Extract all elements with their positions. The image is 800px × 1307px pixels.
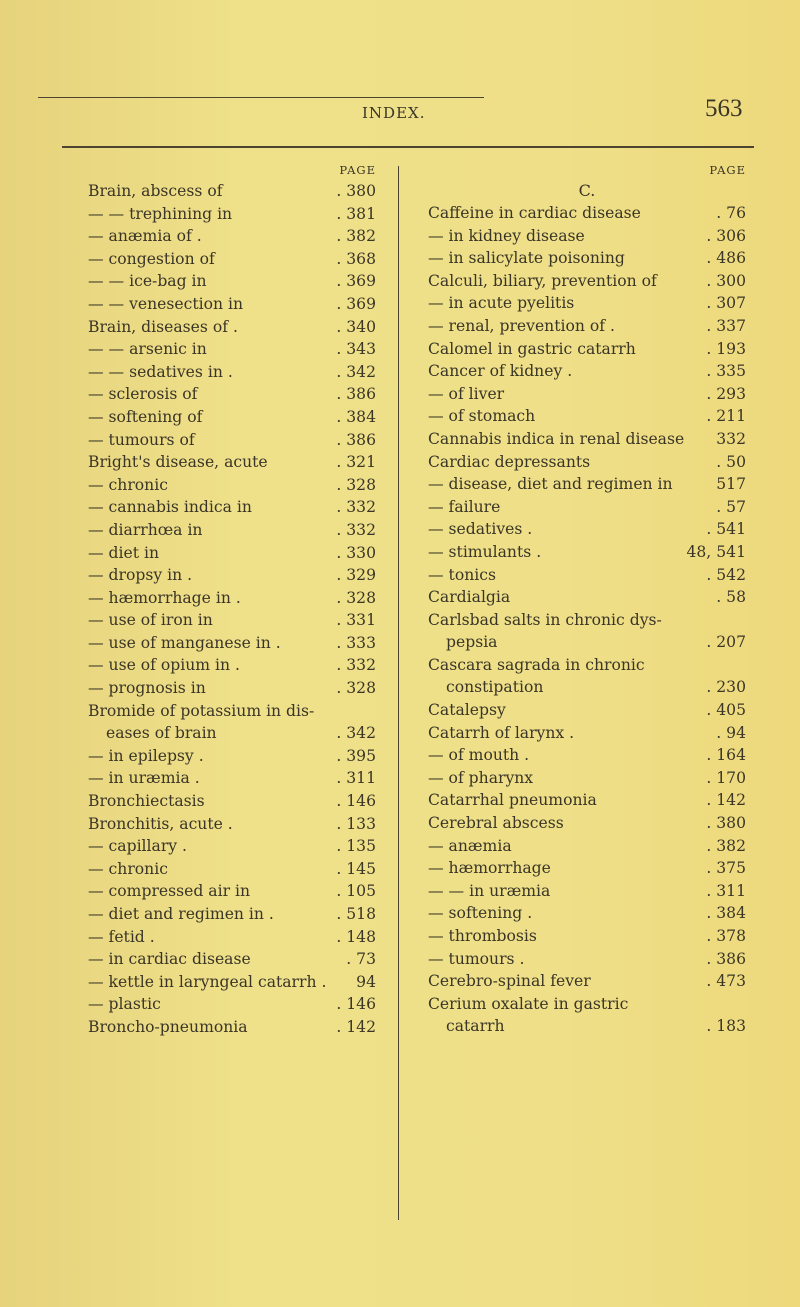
index-entry: [88, 587, 376, 610]
entry-page-number: 94: [356, 972, 376, 991]
index-entry: [428, 902, 746, 925]
entry-term: — — sedatives in .: [88, 362, 233, 381]
index-column-right: [428, 160, 746, 1038]
index-entry: [88, 316, 376, 339]
index-entry: [88, 248, 376, 271]
index-entry: [428, 767, 746, 790]
index-entry: [428, 699, 746, 722]
section-letter: C.: [578, 181, 596, 200]
entry-page-number: . 328: [336, 588, 376, 607]
entry-page-number: . 328: [336, 475, 376, 494]
page-column-header: PAGE: [709, 163, 746, 177]
entry-term: Broncho-pneumonia: [88, 1017, 248, 1036]
index-entry: [88, 474, 376, 497]
entry-page-number: . 135: [336, 837, 376, 856]
entry-page-number: . 518: [336, 905, 376, 923]
index-entry: [88, 790, 376, 813]
entry-term: — — ice-bag in: [88, 272, 207, 291]
index-entry: [428, 473, 746, 496]
index-entry: [88, 406, 376, 429]
index-entry: [428, 1015, 746, 1038]
entry-page-number: 48, 541: [686, 542, 746, 561]
index-entry: [88, 948, 376, 971]
index-entry: [428, 812, 746, 835]
entry-page-number: . 473: [706, 972, 746, 991]
entry-list: [428, 202, 746, 1038]
index-entry: [428, 744, 746, 767]
entry-term: — capillary .: [88, 837, 187, 856]
index-entry: [428, 676, 746, 699]
entry-page-number: . 368: [336, 249, 376, 268]
entry-list: [88, 180, 376, 1039]
page-column-header: PAGE: [339, 163, 376, 177]
entry-page-number: . 207: [706, 633, 746, 652]
entry-page-number: . 335: [706, 362, 746, 381]
entry-term: — plastic: [88, 995, 161, 1014]
index-entry: [428, 496, 746, 519]
entry-term: — congestion of: [88, 249, 215, 268]
entry-term: — in epilepsy .: [88, 746, 204, 765]
index-entry: [88, 677, 376, 700]
entry-page-number: . 330: [336, 543, 376, 562]
entry-page-number: . 230: [706, 678, 746, 697]
index-entry: [428, 518, 746, 541]
entry-term: — use of opium in .: [88, 656, 240, 675]
index-entry: [88, 542, 376, 565]
index-entry: [428, 970, 746, 993]
index-entry: [88, 225, 376, 248]
entry-page-number: . 380: [706, 814, 746, 833]
page-number: 563: [705, 95, 743, 122]
entry-term: — in cardiac disease: [88, 950, 251, 969]
entry-term: — anæmia: [428, 836, 512, 855]
entry-page-number: . 342: [336, 724, 376, 743]
entry-page-number: . 328: [336, 679, 376, 698]
entry-term: — anæmia of .: [88, 227, 202, 246]
entry-page-number: . 50: [716, 452, 746, 471]
entry-term: — compressed air in: [88, 882, 251, 901]
entry-page-number: . 337: [706, 316, 746, 335]
entry-page-number: . 57: [716, 497, 746, 516]
entry-page-number: . 382: [336, 227, 376, 246]
entry-page-number: . 332: [336, 498, 376, 517]
index-entry: [428, 338, 746, 361]
entry-page-number: . 145: [336, 859, 376, 878]
entry-page-number: . 332: [336, 520, 376, 539]
index-entry: [88, 880, 376, 903]
entry-page-number: . 321: [336, 453, 376, 472]
entry-page-number: . 142: [336, 1017, 376, 1036]
index-entry: [88, 654, 376, 677]
entry-term: — of mouth .: [428, 746, 530, 765]
entry-term: — chronic: [88, 859, 168, 878]
index-entry: [428, 225, 746, 248]
entry-term: Cancer of kidney .: [428, 362, 573, 381]
entry-page-number: . 306: [706, 226, 746, 245]
entry-page-number: . 146: [336, 995, 376, 1014]
entry-term: — dropsy in .: [88, 566, 193, 585]
entry-page-number: . 94: [716, 723, 746, 742]
entry-term: pepsia: [446, 633, 498, 652]
entry-term: Bright's disease, acute: [88, 453, 268, 472]
entry-page-number: . 343: [336, 340, 376, 359]
index-entry: [88, 383, 376, 406]
entry-term: — in salicylate poisoning: [428, 249, 625, 268]
entry-page-number: . 73: [346, 950, 376, 969]
entry-term: — — in uræmia: [428, 881, 551, 900]
entry-term: — — venesection in: [88, 294, 244, 313]
index-entry: [88, 813, 376, 836]
entry-term: Cerebral abscess: [428, 814, 564, 833]
index-entry: [88, 564, 376, 587]
entry-page-number: . 332: [336, 656, 376, 675]
entry-term: — chronic: [88, 475, 168, 494]
entry-term: Cascara sagrada in chronic: [428, 655, 645, 674]
entry-term: Cardiac depressants: [428, 452, 591, 471]
entry-page-number: . 386: [336, 430, 376, 449]
entry-term: Catalepsy: [428, 701, 506, 720]
entry-page-number: . 384: [336, 407, 376, 426]
entry-page-number: . 183: [706, 1017, 746, 1036]
index-entry: [428, 722, 746, 745]
index-entry: [88, 745, 376, 768]
entry-page-number: . 340: [336, 317, 376, 336]
entry-term: Cardialgia: [428, 588, 511, 607]
entry-page-number: . 395: [336, 746, 376, 765]
index-entry: [428, 315, 746, 338]
entry-term: — — arsenic in: [88, 340, 207, 359]
entry-term: Calculi, biliary, prevention of: [428, 271, 657, 290]
entry-term: — diet and regimen in .: [88, 905, 274, 923]
entry-term: — sclerosis of: [88, 385, 198, 404]
index-entry: [428, 451, 746, 474]
index-entry: [428, 383, 746, 406]
entry-term: — softening of: [88, 407, 203, 426]
entry-page-number: . 542: [706, 565, 746, 584]
index-entry: [428, 405, 746, 428]
entry-page-number: . 369: [336, 272, 376, 291]
index-entry: [428, 428, 746, 451]
index-entry: [88, 180, 376, 203]
entry-term: — in kidney disease: [428, 226, 585, 245]
entry-page-number: . 382: [706, 836, 746, 855]
entry-term: catarrh: [446, 1017, 505, 1036]
entry-term: — renal, prevention of .: [428, 316, 615, 335]
index-entry: [88, 971, 376, 994]
index-entry: [88, 926, 376, 949]
entry-term: Brain, abscess of: [88, 182, 223, 200]
index-entry: [88, 767, 376, 790]
entry-term: Cerebro-spinal fever: [428, 972, 591, 991]
index-entry: [88, 203, 376, 226]
index-entry: [88, 293, 376, 316]
entry-term: — tonics: [428, 565, 496, 584]
index-entry: [88, 361, 376, 384]
running-title: INDEX.: [362, 104, 426, 122]
index-entry: [428, 880, 746, 903]
top-rule: [38, 97, 484, 98]
index-entry: [428, 789, 746, 812]
entry-page-number: . 381: [336, 204, 376, 223]
entry-term: Cerium oxalate in gastric: [428, 994, 629, 1013]
entry-term: — in uræmia .: [88, 769, 200, 788]
entry-page-number: . 170: [706, 768, 746, 787]
entry-page-number: . 384: [706, 904, 746, 923]
entry-term: Catarrh of larynx .: [428, 723, 575, 742]
index-entry: [88, 429, 376, 452]
entry-page-number: . 331: [336, 611, 376, 630]
entry-term: — of stomach: [428, 407, 536, 426]
entry-term: — diarrhœa in: [88, 520, 203, 539]
index-entry: [428, 948, 746, 971]
entry-page-number: . 193: [706, 339, 746, 358]
entry-term: Calomel in gastric catarrh: [428, 339, 636, 358]
index-entry: [88, 903, 376, 926]
entry-term: — kettle in laryngeal catarrh .: [88, 972, 327, 991]
entry-page-number: . 311: [336, 769, 376, 788]
header-rule: [62, 146, 754, 148]
entry-term: — softening .: [428, 904, 533, 923]
entry-page-number: . 146: [336, 792, 376, 811]
index-entry: [88, 858, 376, 881]
index-entry: [88, 496, 376, 519]
entry-page-number: . 405: [706, 701, 746, 720]
entry-page-number: . 164: [706, 746, 746, 765]
entry-term: — cannabis indica in: [88, 498, 252, 517]
index-entry: [88, 519, 376, 542]
column-divider: [398, 166, 399, 1220]
entry-term: Carlsbad salts in chronic dys-: [428, 610, 662, 629]
index-entry: [428, 270, 746, 293]
index-entry: [88, 609, 376, 632]
entry-page-number: 517: [716, 475, 746, 494]
entry-term: Bronchitis, acute .: [88, 814, 233, 833]
entry-page-number: . 541: [706, 520, 746, 539]
index-entry: [88, 632, 376, 655]
entry-page-number: . 307: [706, 294, 746, 313]
index-entry: [428, 202, 746, 225]
index-entry: [428, 654, 746, 677]
entry-term: — of liver: [428, 384, 505, 403]
entry-page-number: . 375: [706, 859, 746, 878]
entry-page-number: . 369: [336, 294, 376, 313]
entry-term: Cannabis indica in renal disease: [428, 429, 685, 448]
entry-term: — hæmorrhage: [428, 859, 551, 878]
entry-term: constipation: [446, 678, 544, 697]
entry-term: Bronchiectasis: [88, 792, 205, 811]
entry-page-number: . 386: [336, 385, 376, 404]
entry-term: — fetid .: [88, 927, 155, 946]
index-entry: [428, 292, 746, 315]
index-entry: [88, 835, 376, 858]
entry-page-number: . 211: [706, 407, 746, 426]
index-entry: [428, 609, 746, 632]
index-entry: [428, 360, 746, 383]
entry-term: — tumours of: [88, 430, 195, 449]
index-entry: [428, 857, 746, 880]
entry-page-number: . 148: [336, 927, 376, 946]
entry-page-number: 332: [716, 429, 746, 448]
entry-page-number: . 58: [716, 588, 746, 607]
entry-term: — sedatives .: [428, 520, 533, 539]
index-entry: [428, 631, 746, 654]
index-entry: [428, 564, 746, 587]
entry-page-number: . 142: [706, 791, 746, 810]
entry-term: Bromide of potassium in dis-: [88, 701, 315, 720]
entry-term: — diet in: [88, 543, 160, 562]
index-entry: [428, 586, 746, 609]
entry-term: Brain, diseases of .: [88, 317, 238, 336]
entry-page-number: . 486: [706, 249, 746, 268]
index-entry: [428, 541, 746, 564]
entry-term: Caffeine in cardiac disease: [428, 204, 641, 222]
index-entry: [88, 993, 376, 1016]
index-entry: [428, 835, 746, 858]
entry-page-number: . 333: [336, 633, 376, 652]
entry-page-number: . 105: [336, 882, 376, 901]
entry-page-number: . 311: [706, 881, 746, 900]
index-entry: [88, 1016, 376, 1039]
entry-page-number: . 300: [706, 271, 746, 290]
entry-term: — in acute pyelitis: [428, 294, 575, 313]
entry-term: — use of iron in: [88, 611, 213, 630]
index-entry: [88, 700, 376, 723]
index-entry: [428, 993, 746, 1016]
entry-term: — — trephining in: [88, 204, 233, 223]
entry-term: — disease, diet and regimen in: [428, 475, 673, 494]
index-entry: [88, 270, 376, 293]
entry-page-number: . 76: [716, 204, 746, 222]
entry-term: — stimulants .: [428, 542, 542, 561]
entry-term: Catarrhal pneumonia: [428, 791, 597, 810]
entry-term: — thrombosis: [428, 927, 537, 945]
index-entry: [88, 722, 376, 745]
entry-page-number: . 378: [706, 927, 746, 945]
entry-term: — prognosis in: [88, 679, 206, 698]
index-column-left: [88, 160, 376, 1039]
entry-term: — hæmorrhage in .: [88, 588, 241, 607]
entry-page-number: . 329: [336, 566, 376, 585]
index-entry: [88, 451, 376, 474]
entry-term: — tumours .: [428, 949, 525, 968]
entry-page-number: . 386: [706, 949, 746, 968]
entry-term: eases of brain: [106, 724, 217, 743]
index-entry: [428, 925, 746, 948]
entry-term: — of pharynx: [428, 768, 534, 787]
index-entry: [88, 338, 376, 361]
entry-page-number: . 342: [336, 362, 376, 381]
entry-term: — failure: [428, 497, 501, 516]
entry-page-number: . 133: [336, 814, 376, 833]
entry-page-number: . 380: [336, 182, 376, 200]
index-entry: [428, 247, 746, 270]
entry-term: — use of manganese in .: [88, 633, 281, 652]
entry-page-number: . 293: [706, 384, 746, 403]
